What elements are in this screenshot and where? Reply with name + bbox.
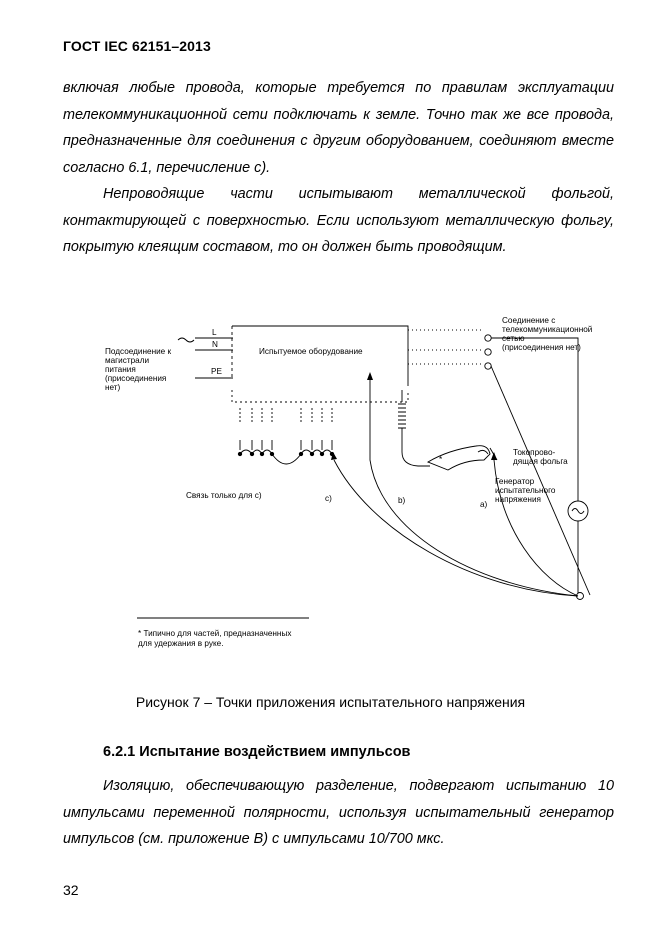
label-generator-2: испытательного [495,486,556,495]
section-heading: 6.2.1 Испытание воздействием импульсов [103,744,411,760]
label-foil-2: дящая фольга [513,457,568,466]
label-link-only: Связь только для c) [186,491,262,500]
paragraph-2-text: Непроводящие части испытывают металлической фольгой, контактирующей с поверхностью. Если используют металлическую фольгу, покрытую клеящим составом, то он должен быть проводящим. [63,186,614,255]
test-lead-c [334,460,578,596]
label-a: a) [480,500,488,509]
document-header: ГОСТ IEC 62151–2013 [63,38,211,54]
label-foil-1: Токопрово- [513,448,556,457]
paragraph-3 [63,773,614,853]
label-mains-1: Подсоединение к [105,347,172,356]
label-telecom-2: телекоммуникационной [502,325,593,334]
link-chain [240,450,332,464]
figure-7 [0,290,661,670]
label-star: * [439,455,443,464]
paragraph-1: включая любые провода, которые требуется по правилам эксплуатации телекоммуникационной сети подключать к земле. Точно так же все провода, предназначенные для соединения с другим оборудованием, соединяют вместе согласно 6.1, перечисление c). [63,80,614,176]
paragraph-3-text: Изоляцию, обеспечивающую разделение, подвергают испытанию 10 импульсами переменной полярности, используя испытательный генератор импульсов (см. приложение В) с импульсами 10/700 мкс. [63,778,614,847]
handset-icon [428,446,490,470]
label-PE: PE [211,367,222,376]
label-equipment: Испытуемое оборудование [259,347,363,356]
test-circuit-diagram [0,290,661,670]
figure-caption: Рисунок 7 – Точки приложения испытательного напряжения [135,694,526,710]
label-N: N [212,340,218,349]
label-telecom-4: (присоединения нет) [502,343,581,352]
label-telecom-1: Соединение с [502,316,556,325]
label-L: L [212,328,217,337]
label-telecom-3: сетью [502,334,525,343]
label-mains-4: (присоединения [105,374,167,383]
label-generator-1: Генератор [495,477,535,486]
footnote-line-1: * Типично для частей, предназначенных [138,629,292,638]
label-mains-5: нет) [105,383,121,392]
label-c: c) [325,494,332,503]
label-mains-2: магистрали [105,356,150,365]
label-mains-3: питания [105,365,136,374]
paragraph-2 [63,181,614,261]
equipment-box [232,326,408,386]
label-generator-3: напряжения [495,495,541,504]
label-b: b) [398,496,406,505]
footnote-line-2: для удержания в руке. [138,639,224,648]
coiled-cord [398,404,406,428]
page-number: 32 [63,882,79,898]
